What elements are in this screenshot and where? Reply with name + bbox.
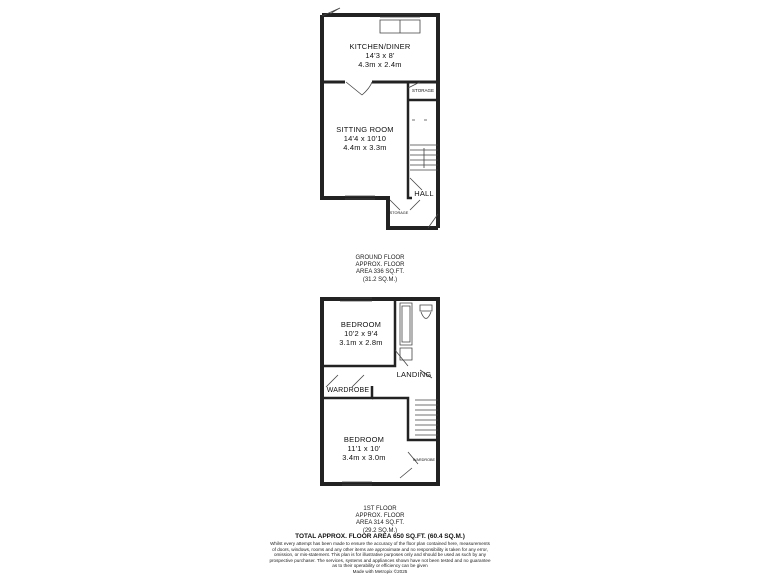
caption-line: APPROX. FLOOR (355, 513, 405, 520)
door-bed2 (400, 452, 418, 478)
caption-line: (29.2 SQ.M.) (362, 527, 398, 534)
caption-line: 1ST FLOOR (363, 506, 397, 512)
room-name: SITTING ROOM (336, 125, 394, 134)
kitchen-diner-label (332, 42, 428, 69)
room-imperial: 14'3 x 8' (365, 51, 395, 60)
storage-label-bottom: STORAGE (389, 211, 409, 215)
disclaimer (230, 541, 530, 574)
stairs-first (415, 400, 438, 435)
room-name: BEDROOM (340, 320, 382, 329)
disclaimer-line: omission, or mis-statement. This plan is for illustrative purposes only and should be used as such by any (273, 552, 487, 557)
room-name: BEDROOM (343, 435, 385, 444)
total-floor-area: TOTAL APPROX. FLOOR AREA 650 SQ.FT. (60.4 SQ.M.) (295, 533, 465, 540)
disclaimer-line: Made with Metropix ©2025 (352, 568, 408, 574)
disclaimer-line: prospective purchaser. The services, systems and appliances shown have not been tested and no guarantee (269, 557, 491, 563)
caption-line: APPROX. FLOOR (355, 262, 405, 269)
room-imperial: 11'1 x 10' (347, 444, 381, 453)
first-floor-caption (330, 506, 430, 535)
bath (400, 303, 412, 345)
wardrobe-label: WARDROBE (326, 387, 370, 394)
caption-line: AREA 336 SQ.FT. (355, 269, 405, 276)
room-metric: 3.1m x 2.8m (339, 338, 383, 347)
ground-storage-wall (408, 82, 438, 175)
room-imperial: 14'4 x 10'10 (343, 134, 387, 143)
caption-line: AREA 314 SQ.FT. (355, 520, 405, 527)
caption-line: (31.2 SQ.M.) (362, 276, 398, 283)
sitting-room-label (324, 125, 406, 152)
storage-label-top: STORAGE (412, 88, 434, 93)
room-metric: 3.4m x 3.0m (342, 453, 386, 462)
room-name: KITCHEN/DINER (349, 42, 411, 51)
room-metric: 4.4m x 3.3m (343, 143, 387, 152)
door-kitchen (346, 82, 372, 95)
ground-floor-caption (330, 255, 430, 284)
bedroom-2-label (326, 435, 402, 462)
room-metric: 4.3m x 2.4m (358, 60, 402, 69)
first-bed2-wall (372, 398, 438, 440)
bedroom-1-label (326, 320, 396, 347)
disclaimer-line: as to their operability or efficiency can be given (332, 563, 428, 568)
toilet (420, 305, 432, 319)
kitchen-worktop (380, 20, 420, 33)
door-storage-small (390, 200, 400, 210)
door-wardrobe (326, 375, 364, 387)
room-imperial: 10'2 x 9'4 (344, 329, 378, 338)
wardrobe-small-label: WARDROBE (412, 458, 436, 462)
disclaimer-line: of doors, windows, rooms and any other items are approximate and no responsibility is taken for any error, (272, 546, 488, 552)
stairs-ground (410, 145, 438, 170)
hall-label: HALL (414, 189, 434, 198)
caption-line: GROUND FLOOR (355, 255, 405, 261)
landing-label: LANDING (396, 370, 432, 379)
disclaimer-line: Whilst every attempt has been made to ensure the accuracy of the floor plan contained here, measurements (270, 541, 490, 546)
